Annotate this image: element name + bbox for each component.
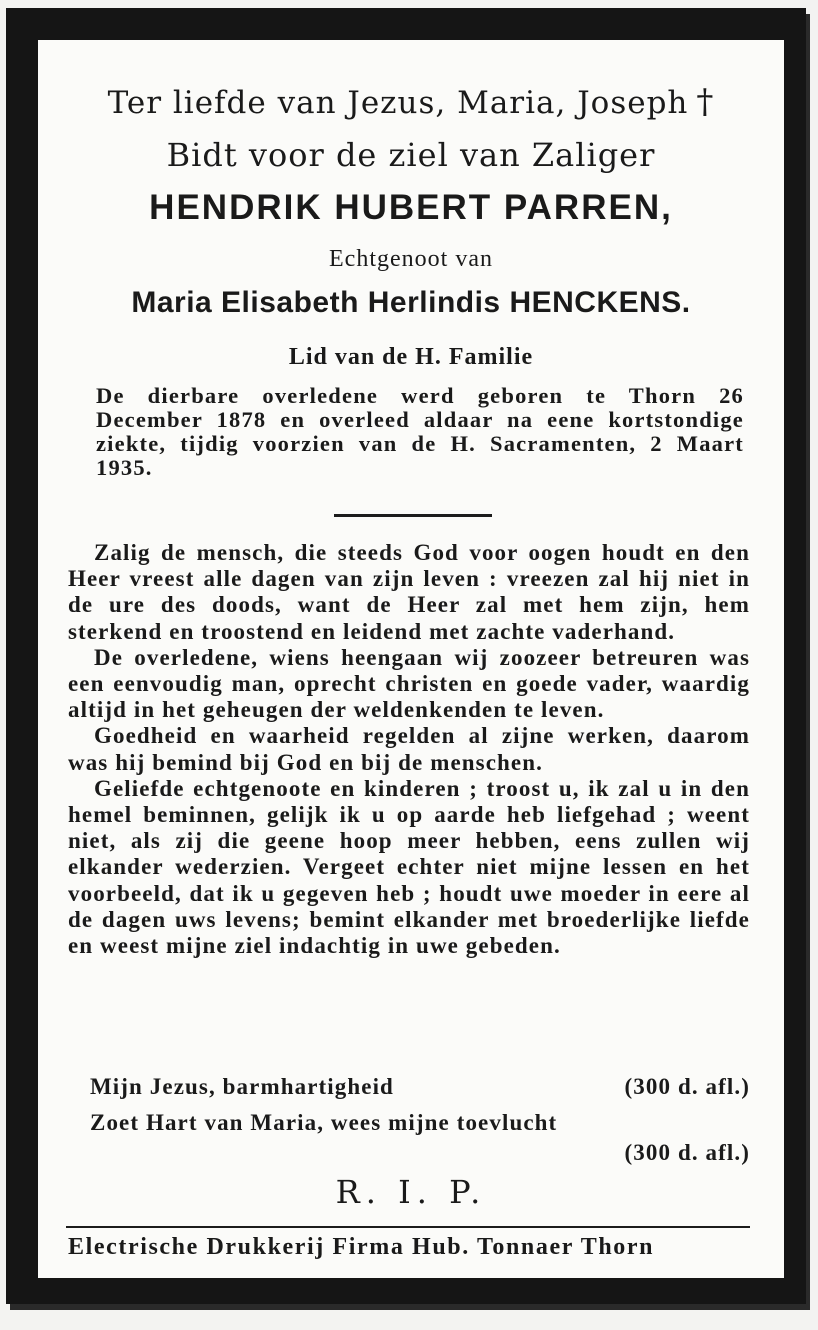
deceased-name: HENDRIK HUBERT PARREN, xyxy=(149,188,673,227)
prayer-paragraph: Goedheid en waarheid regelden al zijne werken, daarom was hij bemind bij God en bij de menschen. xyxy=(68,723,750,775)
indulgence-amount: (300 d. afl.) xyxy=(624,1074,750,1099)
indulgence-2 xyxy=(90,1110,750,1136)
prayer-paragraph: Zalig de mensch, die steeds God voor oogen houdt en den Heer vreest alle dagen van zijn leven : vreezen zal hij niet in de ure des doods, want de Heer zal met hem zijn, hem sterkend en troostend en leidend met zachte vaderhand. xyxy=(68,540,750,644)
footer-divider xyxy=(66,1226,750,1228)
dedication-line xyxy=(38,82,784,122)
spouse-label: Echtgenoot van xyxy=(329,246,493,272)
membership-line: Lid van de H. Familie xyxy=(288,344,534,370)
cross-icon: † xyxy=(696,82,715,122)
indulgence-text: Mijn Jezus, barmhartigheid xyxy=(90,1074,394,1099)
spouse-name: Maria Elisabeth Herlindis HENCKENS. xyxy=(131,286,691,319)
prayer-paragraph: Geliefde echtgenoote en kinderen ; troost u, ik zal u in den hemel beminnen, gelijk ik u op aarde heb liefgehad ; weent niet, als zij die geene hoop meer hebben, eens zullen wij elkander wederzien. Vergeet echter niet mijne lessen en het voorbeeld, dat ik u gegeven heb ; houdt uwe moeder in eere al de dagen uws levens; bemint elkander met broederlijke liefde en weest mijne ziel indachtig in uwe gebeden. xyxy=(68,775,750,959)
indulgence-amount: (300 d. afl.) xyxy=(624,1140,750,1165)
indulgence-1 xyxy=(90,1074,750,1100)
prayer-paragraph: De overledene, wiens heengaan wij zoozeer betreuren was een eenvoudig man, oprecht christen en goede vader, waardig altijd in het geheugen der weldenkenden te leven. xyxy=(68,644,750,723)
printer-credit: Electrische Drukkerij Firma Hub. Tonnaer Thorn xyxy=(68,1234,655,1260)
divider xyxy=(334,514,492,517)
dedication-text: Ter liefde van Jezus, Maria, Joseph xyxy=(107,85,689,121)
card-border xyxy=(6,8,806,1304)
biography: De dierbare overledene werd geboren te Thorn 26 December 1878 en overleed aldaar na eene kortstondige ziekte, tijdig voorzien van de H. Sacramenten, 2 Maart 1935. xyxy=(96,383,744,480)
prayer-request: Bidt voor de ziel van Zaliger xyxy=(166,136,656,174)
indulgence-text: Zoet Hart van Maria, wees mijne toevlucht xyxy=(90,1110,558,1135)
prayer-text xyxy=(68,540,750,959)
memorial-card xyxy=(38,40,784,1278)
rip-mark: R. I. P. xyxy=(335,1173,487,1211)
